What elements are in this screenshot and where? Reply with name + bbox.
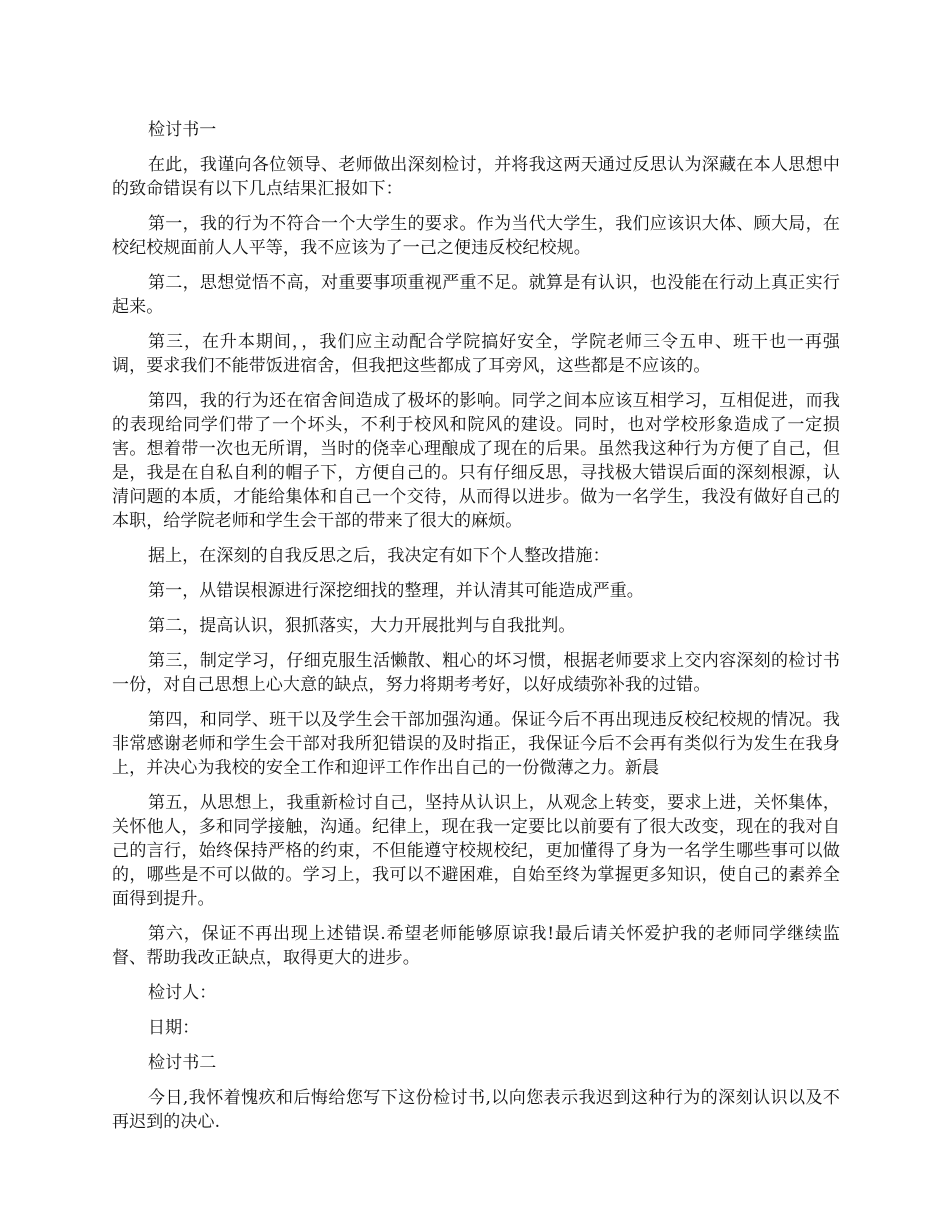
paragraph-point-4: 第四，我的行为还在宿舍间造成了极坏的影响。同学之间本应该互相学习，互相促进，而我的表现给同学们带了一个坏头，不利于校风和院风的建设。同时，也对学校形象造成了一定损害。想着带一次也无所谓，当时的侥幸心理酿成了现在的后果。虽然我这种行为方便了自己，但是，我是在自私自利的帽子下，方便自己的。只有仔细反思，寻找极大错误后面的深刻根源，认清问题的本质，才能给集体和自己一个交待，从而得以进步。做为一名学生，我没有做好自己的本职，给学院老师和学生会干部的带来了很大的麻烦。 <box>112 391 840 531</box>
paragraph-point-2: 第二，思想觉悟不高，对重要事项重视严重不足。就算是有认识，也没能在行动上真正实行起来。 <box>112 273 840 317</box>
signature-label: 检讨人： <box>148 983 217 1003</box>
section-title-2: 检讨书二 <box>148 1053 217 1073</box>
document-page <box>112 118 840 1145</box>
paragraph-point-3: 第三，在升本期间，，我们应主动配合学院搞好安全，学院老师三令五申、班干也一再强调，要求我们不能带饭进宿舍，但我把这些都成了耳旁风，这些都是不应该的。 <box>112 332 840 376</box>
paragraph-intro: 在此，我谨向各位领导、老师做出深刻检讨，并将我这两天通过反思认为深藏在本人思想中的致命错误有以下几点结果汇报如下： <box>112 155 840 199</box>
paragraph-measures-intro: 据上，在深刻的自我反思之后，我决定有如下个人整改措施： <box>148 546 610 566</box>
paragraph-second-intro: 今日,我怀着愧疚和后悔给您写下这份检讨书,以向您表示我迟到这种行为的深刻认识以及不再迟到的决心. <box>112 1088 840 1132</box>
section-title-1: 检讨书一 <box>148 120 217 140</box>
paragraph-measure-2: 第二，提高认识，狠抓落实，大力开展批判与自我批判。 <box>148 616 576 636</box>
paragraph-measure-5: 第五，从思想上，我重新检讨自己，坚持从认识上，从观念上转变，要求上进，关怀集体，关怀他人，多和同学接触，沟通。纪律上，现在我一定要比以前要有了很大改变，现在的我对自己的言行，始终保持严格的约束，不但能遵守校规校纪，更加懂得了身为一名学生哪些事可以做的，哪些是不可以做的。学习上，我可以不避困难，自始至终为掌握更多知识，使自己的素养全面得到提升。 <box>112 793 840 909</box>
paragraph-measure-4: 第四，和同学、班干以及学生会干部加强沟通。保证今后不再出现违反校纪校规的情况。我非常感谢老师和学生会干部对我所犯错误的及时指正，我保证今后不会再有类似行为发生在我身上，并决心为我校的安全工作和迎评工作作出自己的一份微薄之力。新晨 <box>112 710 840 778</box>
date-label: 日期： <box>148 1018 200 1038</box>
paragraph-measure-3: 第三，制定学习，仔细克服生活懒散、粗心的坏习惯，根据老师要求上交内容深刻的检讨书一份，对自己思想上心大意的缺点，努力将期考考好，以好成绩弥补我的过错。 <box>112 651 840 695</box>
paragraph-point-1: 第一，我的行为不符合一个大学生的要求。作为当代大学生，我们应该识大体、顾大局，在校纪校规面前人人平等，我不应该为了一己之便违反校纪校规。 <box>112 214 840 258</box>
paragraph-measure-1: 第一，从错误根源进行深挖细找的整理，并认清其可能造成严重。 <box>148 581 644 601</box>
paragraph-measure-6: 第六，保证不再出现上述错误.希望老师能够原谅我!最后请关怀爱护我的老师同学继续监督、帮助我改正缺点，取得更大的进步。 <box>112 924 840 968</box>
